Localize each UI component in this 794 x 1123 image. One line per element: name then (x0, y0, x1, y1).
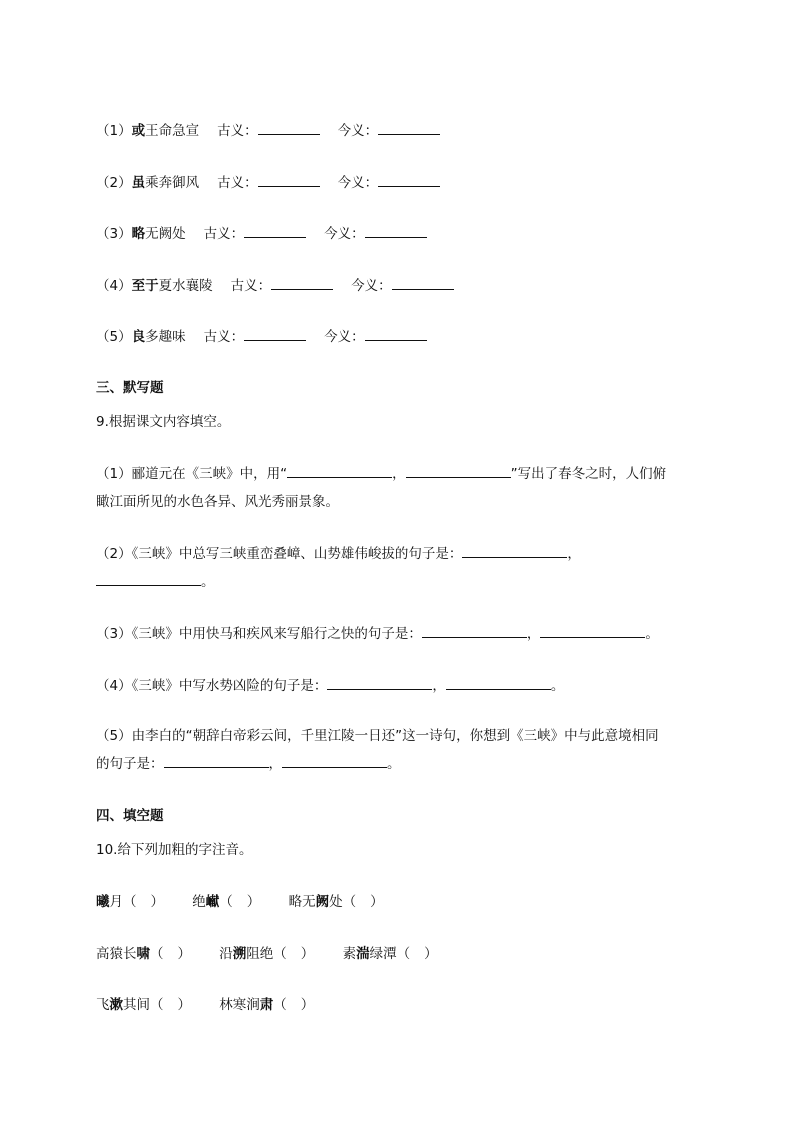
jin-label: 今义： (351, 278, 392, 294)
q5-blank-1[interactable] (164, 753, 269, 768)
q3-period: 。 (645, 626, 659, 642)
q4-comma: ， (432, 678, 446, 694)
gu-blank[interactable] (244, 326, 306, 341)
paren-open: （ (150, 997, 164, 1013)
paren-close: ） (300, 946, 315, 962)
gu-blank[interactable] (258, 172, 320, 187)
bold-char: 肃 (259, 997, 274, 1013)
fill-q1 (96, 460, 696, 516)
q2-period: 。 (201, 574, 215, 590)
jin-label: 今义： (337, 123, 379, 139)
pinyin-row-2 (96, 944, 438, 964)
q5-text-b: 的句子是： (96, 756, 164, 772)
word-pre: 沿 (219, 946, 233, 962)
paren-close: ） (177, 946, 191, 962)
gu-label: 古义： (203, 226, 245, 242)
section-3-title: 三、默写题 (96, 380, 164, 396)
bold-char: 良 (131, 329, 146, 345)
word-rest: 绿潭 (369, 946, 397, 962)
q2-comma: ， (567, 546, 581, 562)
q1-blank-2[interactable] (406, 463, 511, 478)
pinyin-row-1 (96, 892, 384, 912)
bold-char: 阙 (315, 894, 330, 910)
gu-blank[interactable] (271, 275, 333, 290)
q4-blank-2[interactable] (446, 675, 551, 690)
word-pre: 绝 (192, 894, 206, 910)
paren-open: （ (150, 946, 164, 962)
vocab-item-4 (96, 275, 454, 296)
jin-label: 今义： (324, 329, 365, 345)
paren-open: （ (123, 894, 137, 910)
paren-close: ） (370, 894, 384, 910)
phrase-text: 夏水襄陵 (158, 278, 213, 294)
section-4-title: 四、填空题 (96, 808, 164, 824)
question-9: 9.根据课文内容填空。 (96, 414, 231, 430)
phrase-text: 王命急宣 (145, 123, 200, 139)
paren-close: ） (424, 946, 438, 962)
jin-blank[interactable] (365, 223, 427, 238)
jin-blank[interactable] (365, 326, 427, 341)
q5-period: 。 (387, 756, 401, 772)
vocab-item-5 (96, 326, 427, 347)
word-pre: 高猿长 (96, 946, 137, 962)
item-number: （2） (96, 175, 132, 191)
q2-blank-2[interactable] (96, 571, 201, 586)
word-pre: 素 (342, 946, 357, 962)
question-10: 10.给下列加粗的字注音。 (96, 842, 253, 858)
fill-q4 (96, 672, 696, 700)
word-pre: 略无 (288, 894, 316, 910)
fill-q3 (96, 620, 696, 648)
paren-close: ） (150, 894, 164, 910)
gu-label: 古义： (217, 123, 258, 139)
gu-label: 古义： (203, 329, 245, 345)
word-rest: 阻绝 (246, 946, 274, 962)
paren-open: （ (342, 894, 357, 910)
vocab-item-1 (96, 120, 440, 141)
q3-comma: ， (526, 626, 541, 642)
bold-char: 啸 (136, 946, 150, 962)
q1-text-d: 瞰江面所见的水色各异、风光秀丽景象。 (96, 494, 339, 510)
bold-char: 或 (131, 123, 146, 139)
q5-comma: ， (268, 756, 282, 772)
q3-blank-2[interactable] (540, 623, 645, 638)
q1-blank-1[interactable] (287, 463, 392, 478)
word-rest: 月 (109, 894, 123, 910)
jin-blank[interactable] (378, 120, 440, 135)
gu-label: 古义： (230, 278, 272, 294)
q4-period: 。 (550, 678, 565, 694)
fill-q5 (96, 722, 696, 778)
gu-blank[interactable] (258, 120, 320, 135)
q4-text-a: （4）《三峡》中写水势凶险的句子是： (96, 678, 328, 694)
paren-open: （ (219, 894, 233, 910)
vocab-item-2 (96, 172, 440, 193)
paren-close: ） (300, 997, 315, 1013)
q1-text-a: （1）郦道元在《三峡》中，用“ (96, 466, 288, 482)
word-pre: 飞 (96, 997, 110, 1013)
phrase-text: 多趣味 (145, 329, 186, 345)
pinyin-row-3 (96, 995, 314, 1015)
q2-blank-1[interactable] (462, 543, 567, 558)
word-rest: 其间 (123, 997, 150, 1013)
bold-char: 虽 (131, 175, 146, 191)
bold-char: 漱 (109, 997, 123, 1013)
word-pre: 林寒涧 (219, 997, 260, 1013)
jin-blank[interactable] (392, 275, 454, 290)
q3-blank-1[interactable] (422, 623, 527, 638)
paren-open: （ (273, 946, 287, 962)
paren-close: ） (177, 997, 191, 1013)
jin-blank[interactable] (378, 172, 440, 187)
q3-text-a: （3）《三峡》中用快马和疾风来写船行之快的句子是： (96, 626, 422, 642)
q5-text-a: （5）由李白的“朝辞白帝彩云间，千里江陵一日还”这一诗句，你想到《三峡》中与此意境相同 (96, 728, 659, 744)
word-rest: 处 (329, 894, 343, 910)
q1-comma: ， (392, 466, 406, 482)
phrase-text: 无阙处 (145, 226, 186, 242)
bold-char: 溯 (232, 946, 247, 962)
paren-open: （ (396, 946, 411, 962)
item-number: （5） (96, 329, 132, 345)
paren-open: （ (273, 997, 287, 1013)
vocab-item-3 (96, 223, 427, 244)
q4-blank-1[interactable] (327, 675, 432, 690)
bold-char: 湍 (356, 946, 370, 962)
q5-blank-2[interactable] (282, 753, 387, 768)
gu-label: 古义： (217, 175, 258, 191)
gu-blank[interactable] (244, 223, 306, 238)
item-number: （4） (96, 278, 132, 294)
bold-char: 𪩘 (205, 894, 220, 910)
item-number: （3） (96, 226, 132, 242)
q2-text-a: （2）《三峡》中总写三峡重峦叠嶂、山势雄伟峻拔的句子是： (96, 546, 463, 562)
item-number: （1） (96, 123, 132, 139)
bold-char: 至于 (131, 278, 159, 294)
q1-text-c: ”写出了春冬之时，人们俯 (510, 466, 667, 482)
jin-label: 今义： (337, 175, 379, 191)
jin-label: 今义： (324, 226, 365, 242)
fill-q2 (96, 540, 696, 596)
phrase-text: 乘奔御风 (145, 175, 200, 191)
bold-char: 曦 (96, 894, 110, 910)
paren-close: ） (246, 894, 261, 910)
bold-char: 略 (131, 226, 146, 242)
